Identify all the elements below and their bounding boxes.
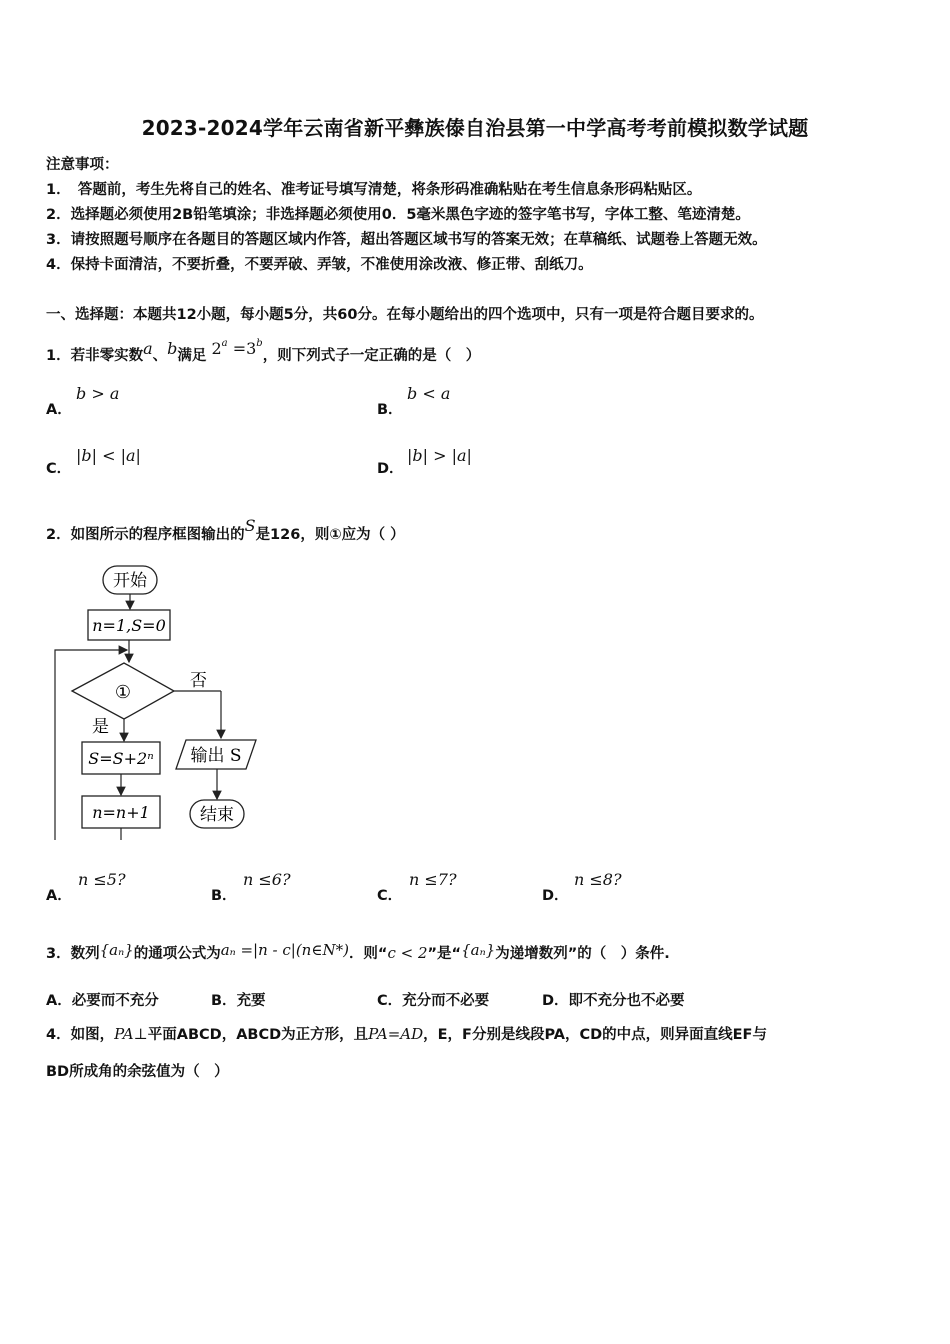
q1-suffix: ，则下列式子一定正确的是（ ）: [262, 348, 481, 364]
q1-prefix: 1．若非零实数: [46, 348, 144, 364]
q1-base1: 2: [211, 339, 222, 358]
q3-mid2: ．则“: [348, 946, 388, 962]
q1-equation: [211, 339, 262, 358]
q3-option-c-label: C．: [377, 993, 403, 1009]
notice-item-2: 2．选择题必须使用2B铅笔填涂；非选择题必须使用0．5毫米黑色字迹的签字笔书写，字体工整、笔迹清楚。: [46, 207, 750, 223]
q3-option-d-value: 即不充分也不必要: [568, 993, 685, 1009]
q3-option-d: [542, 989, 685, 1010]
q3-option-d-label: D．: [542, 993, 569, 1009]
q3-cond: c < 2: [387, 944, 428, 962]
q3-option-a-label: A．: [46, 993, 72, 1009]
flowchart: [40, 560, 280, 840]
q1-base2: 3: [246, 339, 257, 358]
q4-suffix: ，E，F分别是线段PA，CD的中点，则异面直线EF与: [423, 1027, 767, 1043]
q1-option-b-label: B．: [377, 402, 403, 418]
q4-pa-eq: PA=AD: [368, 1025, 424, 1043]
flow-condition-label: ①: [114, 682, 132, 703]
q1-option-a-label: A．: [46, 402, 72, 418]
q3-option-a-value: 必要而不充分: [71, 993, 159, 1009]
flow-no-label: 否: [190, 671, 207, 691]
question-4-line-1: [46, 1023, 767, 1044]
q3-option-c: [377, 989, 489, 1010]
question-1: [46, 338, 480, 365]
q2-suffix: 是126，则①应为（ ）: [255, 527, 405, 543]
q1-var-a: a: [143, 339, 153, 358]
question-4-line-2: BD所成角的余弦值为（ ）: [46, 1064, 229, 1080]
q3-suffix: 为递增数列”的（ ）条件.: [495, 946, 670, 962]
q1-option-c-value: |b| < |a|: [76, 446, 141, 465]
notice-item-3: 3．请按照题号顺序在各题目的答题区域内作答，超出答题区域书写的答案无效；在草稿纸、试题卷上答题无效。: [46, 232, 767, 248]
q2-option-c-label: C．: [377, 888, 403, 904]
flow-step1-label: S=S+2ⁿ: [88, 749, 154, 768]
q2-option-a-value: n ≤5?: [78, 870, 126, 889]
flow-init-label: n=1,S=0: [92, 616, 166, 635]
q1-sep: 、: [152, 348, 168, 364]
q2-option-a-label: A．: [46, 888, 72, 904]
page-title: 2023-2024学年云南省新平彝族傣自治县第一中学高考考前模拟数学试题: [141, 116, 809, 140]
q3-prefix: 3．数列: [46, 946, 100, 962]
q3-option-a: [46, 989, 159, 1010]
q1-option-b-value: b < a: [407, 384, 451, 403]
notice-heading: 注意事项：: [46, 157, 119, 173]
notice-item-1: 1． 答题前，考生先将自己的姓名、准考证号填写清楚，将条形码准确粘贴在考生信息条形码粘贴区。: [46, 182, 702, 198]
q3-option-b: [211, 989, 266, 1010]
question-3: [46, 941, 670, 963]
q1-option-a-value: b > a: [76, 384, 120, 403]
notice-item-4: 4．保持卡面清洁，不要折叠，不要弄破、弄皱，不准使用涂改液、修正带、刮纸刀。: [46, 257, 593, 273]
q3-formula: aₙ =|n - c|(n∈N*): [220, 941, 349, 959]
q4-mid: 平面ABCD，ABCD为正方形，且: [147, 1027, 369, 1043]
q3-seq: {aₙ}: [99, 941, 134, 959]
q2-option-c-value: n ≤7?: [409, 870, 457, 889]
q1-exp1: a: [221, 338, 228, 349]
q2-option-b-label: B．: [211, 888, 237, 904]
q1-exp2: b: [256, 338, 263, 349]
q3-mid3: ”是“: [427, 946, 462, 962]
flow-output-label: 输出 S: [190, 746, 242, 766]
q1-option-d-label: D．: [377, 461, 404, 477]
q2-prefix: 2．如图所示的程序框图输出的: [46, 527, 245, 543]
flow-step2-label: n=n+1: [92, 803, 150, 822]
question-2: [46, 516, 405, 544]
flow-start-label: 开始: [113, 571, 147, 591]
section-heading: 一、选择题：本题共12小题，每小题5分，共60分。在每小题给出的四个选项中，只有一项是符合题目要求的。: [46, 307, 764, 323]
q1-option-d-value: |b| > |a|: [407, 446, 472, 465]
q1-mid: 满足: [177, 348, 207, 364]
q1-eq: =: [227, 339, 247, 358]
q2-option-b-value: n ≤6?: [243, 870, 291, 889]
q3-seq2: {aₙ}: [461, 941, 496, 959]
q2-var-s: S: [244, 516, 256, 535]
q2-option-d-label: D．: [542, 888, 569, 904]
q3-option-b-label: B．: [211, 993, 237, 1009]
q4-pa-perp: PA⊥: [114, 1025, 148, 1043]
q1-var-b: b: [167, 339, 178, 358]
q3-option-b-value: 充要: [236, 993, 266, 1009]
q3-option-c-value: 充分而不必要: [402, 993, 490, 1009]
q2-option-d-value: n ≤8?: [574, 870, 622, 889]
q3-mid1: 的通项公式为: [133, 946, 221, 962]
flow-yes-label: 是: [92, 717, 109, 737]
q1-option-c-label: C．: [46, 461, 72, 477]
flow-end-label: 结束: [200, 805, 234, 825]
q4-prefix: 4．如图，: [46, 1027, 115, 1043]
